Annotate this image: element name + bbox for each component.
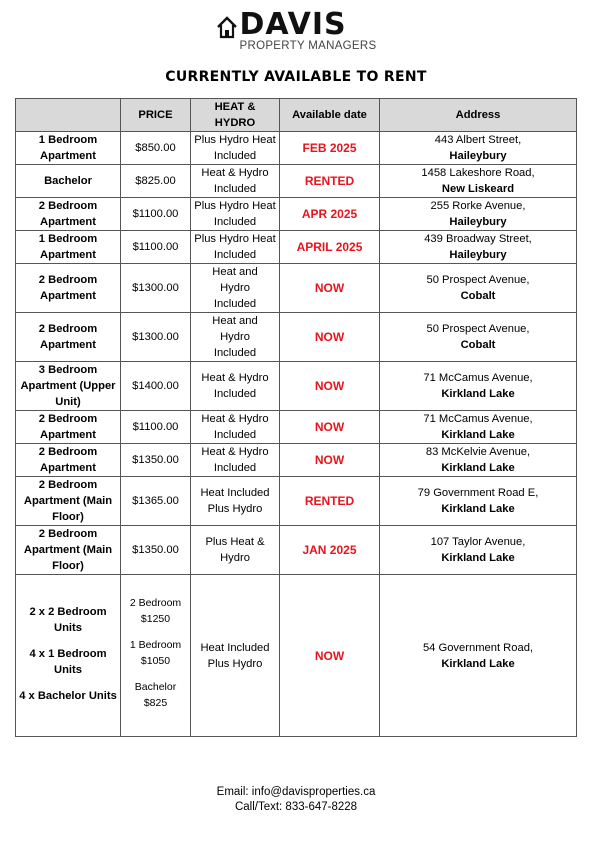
unit-utilities: Heat Included Plus Hydro (191, 477, 280, 526)
address-city: Kirkland Lake (441, 503, 515, 515)
table-row (16, 132, 577, 165)
table-row-bundle (16, 575, 577, 737)
unit-type: 1 Bedroom Apartment (16, 132, 121, 165)
address-city: Haileybury (449, 150, 507, 162)
unit-address (380, 313, 577, 362)
unit-type: Bachelor (16, 165, 121, 198)
unit-price: $1350.00 (121, 444, 191, 477)
address-city: Kirkland Lake (441, 462, 515, 474)
table-row (16, 165, 577, 198)
page-title: CURRENTLY AVAILABLE TO RENT (165, 69, 427, 85)
bundle-types (16, 575, 121, 737)
unit-price: $1100.00 (121, 411, 191, 444)
table-row (16, 198, 577, 231)
availability-status: RENTED (280, 477, 380, 526)
unit-utilities: Plus Heat & Hydro (191, 526, 280, 575)
availability-status: NOW (280, 444, 380, 477)
header-available-date: Available date (280, 99, 380, 132)
address-city: Kirkland Lake (441, 552, 515, 564)
address-street: 50 Prospect Avenue, (426, 323, 530, 335)
table-header-row (16, 99, 577, 132)
unit-address (380, 411, 577, 444)
address-street: 54 Government Road, (422, 641, 534, 654)
address-city: New Liskeard (441, 183, 515, 195)
unit-price: $825.00 (121, 165, 191, 198)
address-city: Haileybury (449, 249, 507, 261)
bundle-unit-price: Bachelor $825 (134, 680, 177, 709)
bundle-unit-type: 4 x Bachelor Units (19, 689, 117, 702)
house-icon (216, 15, 238, 39)
address-street: 71 McCamus Avenue, (423, 413, 533, 425)
address-city: Cobalt (460, 290, 496, 302)
availability-status: RENTED (280, 165, 380, 198)
unit-type: 2 Bedroom Apartment (Main Floor) (16, 526, 121, 575)
unit-type: 2 Bedroom Apartment (16, 198, 121, 231)
unit-utilities: Plus Hydro Heat Included (191, 198, 280, 231)
unit-type: 2 Bedroom Apartment (16, 264, 121, 313)
address-street: 79 Government Road E, (417, 487, 539, 499)
address-street: 443 Albert Street, (434, 134, 522, 146)
table-row (16, 526, 577, 575)
unit-price: $1400.00 (121, 362, 191, 411)
availability-status: APRIL 2025 (280, 231, 380, 264)
address-street: 439 Broadway Street, (424, 233, 532, 245)
unit-price: $1350.00 (121, 526, 191, 575)
unit-type: 3 Bedroom Apartment (Upper Unit) (16, 362, 121, 411)
unit-address (380, 132, 577, 165)
availability-status: NOW (280, 313, 380, 362)
bundle-prices (121, 575, 191, 737)
unit-address (380, 165, 577, 198)
address-street: 255 Rorke Avenue, (430, 200, 526, 212)
availability-status: NOW (280, 264, 380, 313)
unit-type: 2 Bedroom Apartment (16, 444, 121, 477)
table-row (16, 362, 577, 411)
unit-price: $1300.00 (121, 313, 191, 362)
table-row (16, 313, 577, 362)
unit-utilities: Heat & Hydro Included (191, 444, 280, 477)
contact-footer (0, 785, 592, 815)
address-street: 83 McKelvie Avenue, (425, 446, 531, 458)
address-street: 107 Taylor Avenue, (430, 536, 526, 548)
brand-subtitle: PROPERTY MANAGERS (239, 40, 377, 52)
availability-status: JAN 2025 (280, 526, 380, 575)
address-city: Cobalt (460, 339, 496, 351)
company-logo (0, 7, 592, 53)
address-city: Kirkland Lake (441, 388, 515, 400)
unit-utilities: Plus Hydro Heat Included (191, 231, 280, 264)
bundle-utilities: Heat Included Plus Hydro (191, 575, 280, 737)
table-row (16, 444, 577, 477)
header-price: PRICE (121, 99, 191, 132)
bundle-unit-type: 2 x 2 Bedroom Units (29, 605, 107, 634)
table-row (16, 411, 577, 444)
unit-address (380, 477, 577, 526)
table-row (16, 231, 577, 264)
unit-type: 2 Bedroom Apartment (16, 313, 121, 362)
unit-address (380, 362, 577, 411)
bundle-unit-price: 1 Bedroom $1050 (129, 638, 182, 667)
table-row (16, 477, 577, 526)
address-city: Kirkland Lake (441, 657, 515, 670)
availability-status: NOW (280, 362, 380, 411)
contact-email: Email: info@davisproperties.ca (216, 786, 376, 798)
unit-price: $1100.00 (121, 231, 191, 264)
unit-utilities: Heat & Hydro Included (191, 362, 280, 411)
unit-price: $1300.00 (121, 264, 191, 313)
unit-utilities: Heat & Hydro Included (191, 165, 280, 198)
header-address: Address (380, 99, 577, 132)
unit-utilities: Heat & Hydro Included (191, 411, 280, 444)
availability-status: FEB 2025 (280, 132, 380, 165)
unit-price: $850.00 (121, 132, 191, 165)
unit-type: 2 Bedroom Apartment (16, 411, 121, 444)
unit-address (380, 264, 577, 313)
unit-type: 1 Bedroom Apartment (16, 231, 121, 264)
rentals-table (15, 98, 577, 737)
address-city: Kirkland Lake (441, 429, 515, 441)
header-heat-hydro: HEAT & HYDRO (191, 99, 280, 132)
unit-utilities: Heat and Hydro Included (191, 264, 280, 313)
address-street: 50 Prospect Avenue, (426, 274, 530, 286)
unit-address (380, 231, 577, 264)
address-street: 1458 Lakeshore Road, (421, 167, 535, 179)
contact-phone: Call/Text: 833-647-8228 (234, 801, 358, 813)
unit-utilities: Heat and Hydro Included (191, 313, 280, 362)
unit-address (380, 444, 577, 477)
table-row (16, 264, 577, 313)
bundle-address (380, 575, 577, 737)
unit-address (380, 198, 577, 231)
unit-price: $1365.00 (121, 477, 191, 526)
unit-utilities: Plus Hydro Heat Included (191, 132, 280, 165)
brand-name: DAVIS (239, 7, 347, 42)
unit-type: 2 Bedroom Apartment (Main Floor) (16, 477, 121, 526)
header-type (16, 99, 121, 132)
bundle-availability-status: NOW (280, 575, 380, 737)
unit-address (380, 526, 577, 575)
bundle-unit-price: 2 Bedroom $1250 (129, 596, 182, 625)
address-street: 71 McCamus Avenue, (423, 372, 533, 384)
unit-price: $1100.00 (121, 198, 191, 231)
bundle-unit-type: 4 x 1 Bedroom Units (29, 647, 107, 676)
availability-status: APR 2025 (280, 198, 380, 231)
availability-status: NOW (280, 411, 380, 444)
address-city: Haileybury (449, 216, 507, 228)
